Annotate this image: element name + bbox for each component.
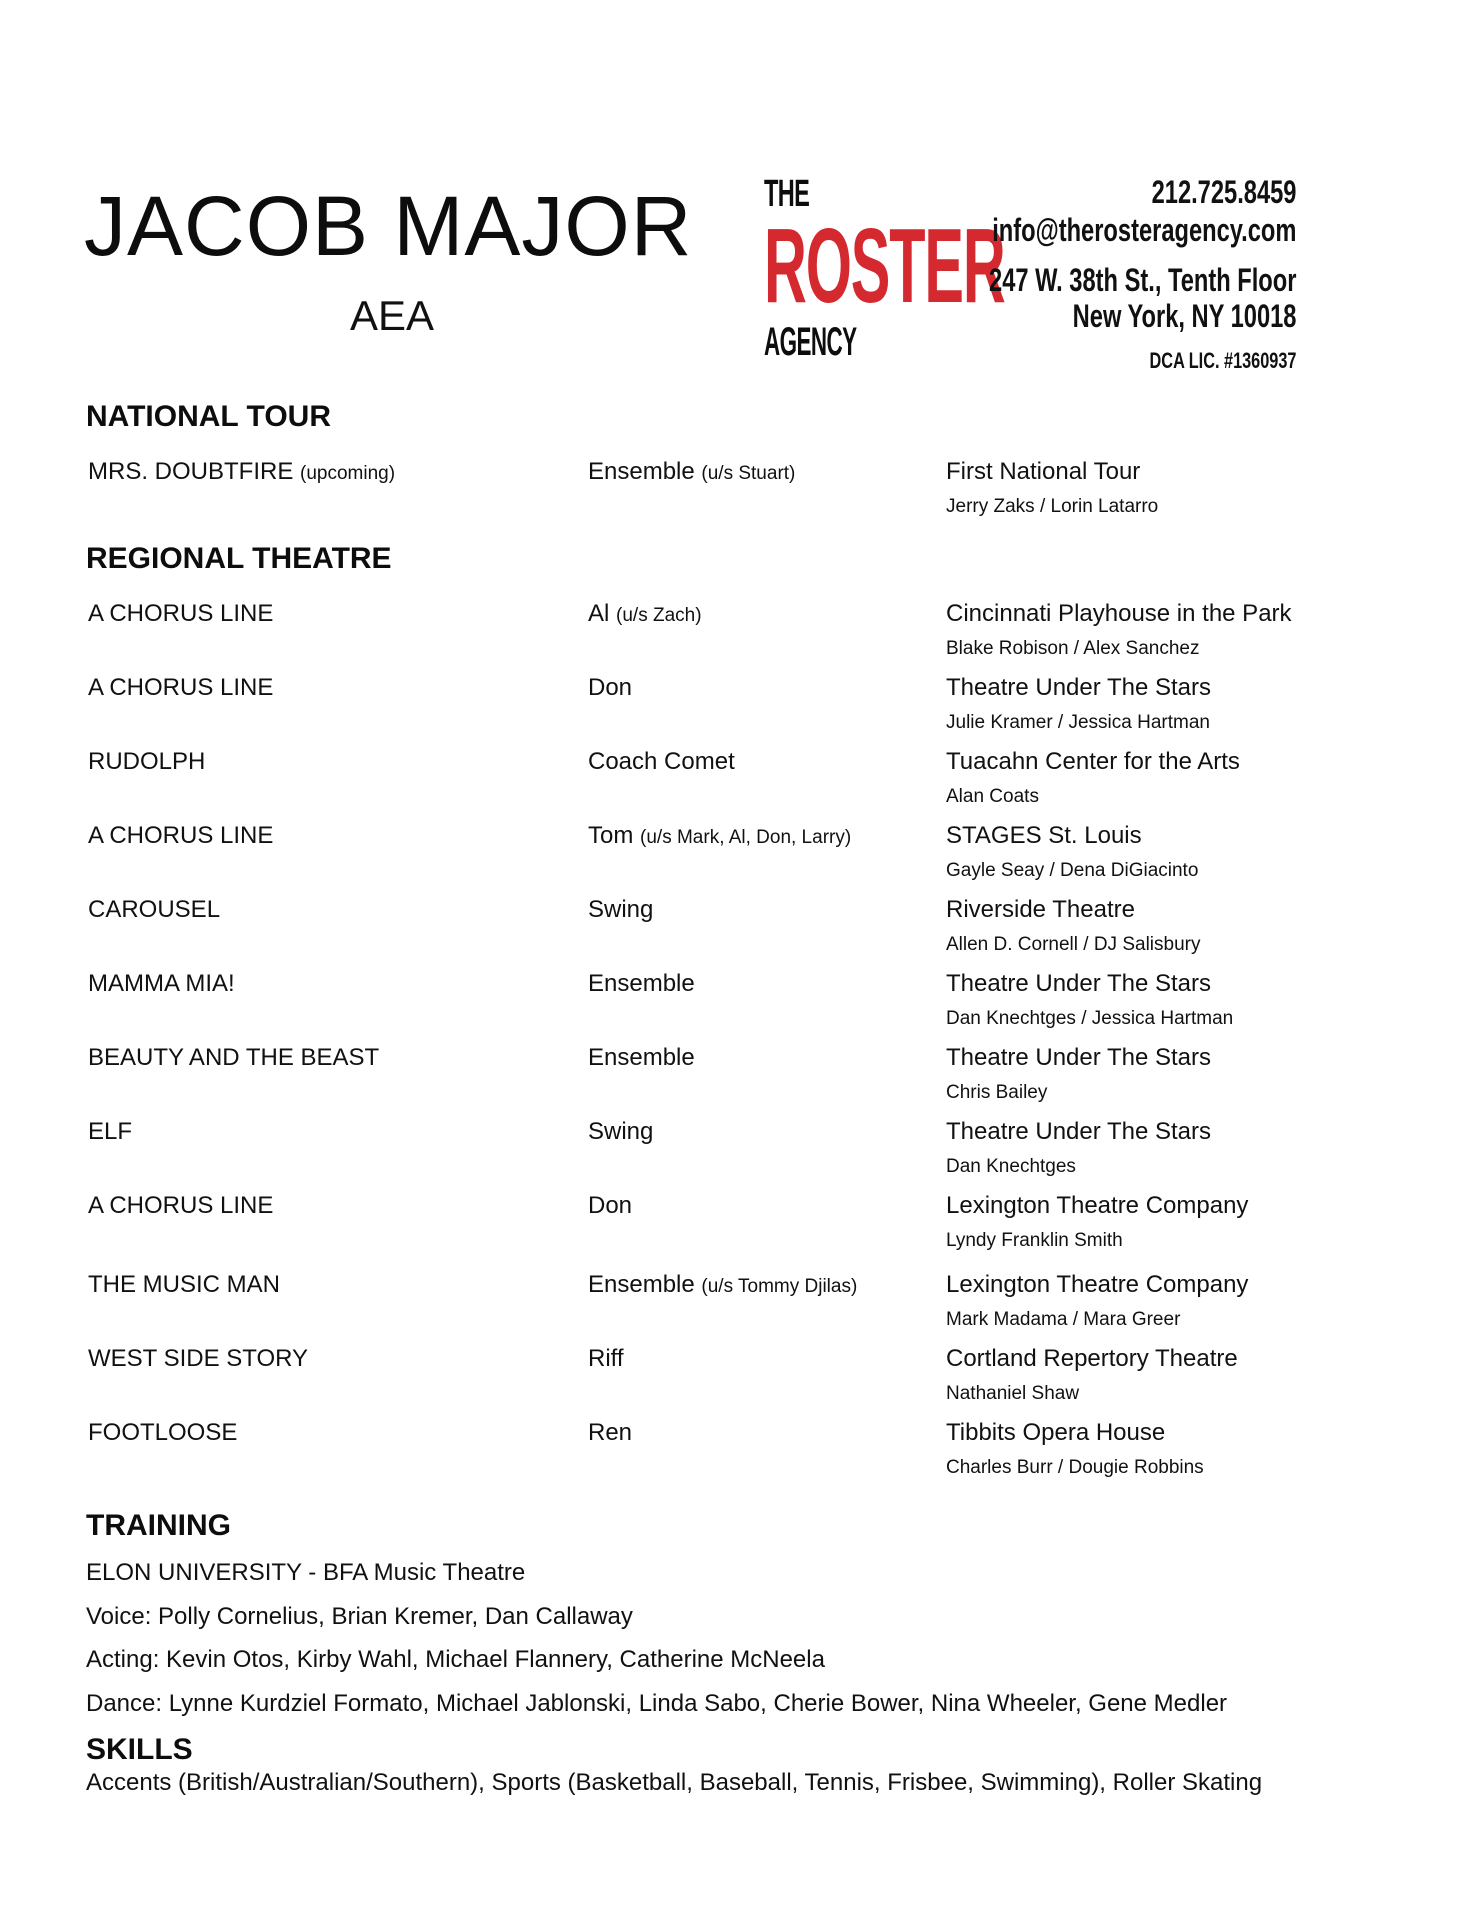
credit-role-note: (u/s Mark, Al, Don, Larry) [640,827,852,848]
credit-show-title: MRS. DOUBTFIRE [88,458,294,485]
credit-role: Don [588,674,633,701]
agency-logo-roster: ROSTER [764,207,1005,325]
credit-role: Coach Comet [588,748,735,775]
training-line: Dance: Lynne Kurdziel Formato, Michael Jablonski, Linda Sabo, Cherie Bower, Nina Wheeler, Gene Medler [86,1690,1228,1717]
credit-directors: Allen D. Cornell / DJ Salisbury [946,934,1201,955]
training-line: ELON UNIVERSITY - BFA Music Theatre [86,1559,526,1586]
credit-role [588,1271,857,1299]
credit-show: MAMMA MIA! [88,970,235,997]
training-line: Acting: Kevin Otos, Kirby Wahl, Michael Flannery, Catherine McNeela [86,1646,825,1673]
credit-directors: Charles Burr / Dougie Robbins [946,1457,1204,1478]
credit-show: FOOTLOOSE [88,1419,238,1446]
credit-role-name: Al [588,600,610,627]
credit-directors: Mark Madama / Mara Greer [946,1309,1181,1330]
union-affiliation: AEA [350,292,435,339]
credit-role: Riff [588,1345,624,1372]
skills-text: Accents (British/Australian/Southern), Sports (Basketball, Baseball, Tennis, Frisbee, Swimming), Roller Skating [86,1769,1263,1796]
credit-role [588,822,851,850]
credit-venue: Theatre Under The Stars [946,674,1212,701]
credit-venue: Cortland Repertory Theatre [946,1345,1238,1372]
credit-venue: Riverside Theatre [946,896,1135,923]
section-title-skills: SKILLS [86,1733,193,1766]
credit-venue: Theatre Under The Stars [946,1118,1212,1145]
performer-name: JACOB MAJOR [84,179,693,273]
credit-directors: Gayle Seay / Dena DiGiacinto [946,860,1199,881]
credit-directors: Alan Coats [946,786,1039,807]
credit-venue: Lexington Theatre Company [946,1271,1249,1298]
credit-show: A CHORUS LINE [88,822,274,849]
credit-venue: Tibbits Opera House [946,1419,1166,1446]
section-title-regional-theatre: REGIONAL THEATRE [86,542,392,575]
agency-contact [881,174,1296,376]
credit-role: Swing [588,896,654,923]
credit-venue: STAGES St. Louis [946,822,1142,849]
credit-role: Ensemble [588,970,695,997]
credit-show: A CHORUS LINE [88,600,274,627]
credit-show [88,458,395,486]
agency-phone: 212.725.8459 [1151,174,1296,210]
credit-venue: Theatre Under The Stars [946,1044,1212,1071]
credit-directors: Chris Bailey [946,1082,1048,1103]
agency-logo-the: THE [764,173,810,215]
credit-show: ELF [88,1118,133,1145]
credit-role-name: Ensemble [588,458,695,485]
agency-address-line2: New York, NY 10018 [1072,298,1296,334]
agency-email: info@therosteragency.com [991,212,1296,248]
credit-directors: Dan Knechtges / Jessica Hartman [946,1008,1234,1029]
credit-venue: First National Tour [946,458,1141,485]
credit-role: Swing [588,1118,654,1145]
credit-directors: Lyndy Franklin Smith [946,1230,1123,1251]
credit-role: Don [588,1192,633,1219]
credit-venue: Theatre Under The Stars [946,970,1212,997]
credit-directors: Nathaniel Shaw [946,1383,1080,1404]
credit-venue: Cincinnati Playhouse in the Park [946,600,1292,627]
credit-show: WEST SIDE STORY [88,1345,309,1372]
credit-role-note: (u/s Tommy Djilas) [701,1276,858,1297]
credit-show-note: (upcoming) [300,463,396,484]
credit-role-name: Tom [588,822,634,849]
credit-directors: Jerry Zaks / Lorin Latarro [946,496,1159,517]
credit-directors: Julie Kramer / Jessica Hartman [946,712,1210,733]
credit-show: THE MUSIC MAN [88,1271,280,1298]
credit-role-name: Ensemble [588,1271,695,1298]
agency-logo-agency: AGENCY [764,320,857,364]
credit-show: A CHORUS LINE [88,674,274,701]
credit-directors: Blake Robison / Alex Sanchez [946,638,1200,659]
credit-role: Ren [588,1419,633,1446]
credit-role-note: (u/s Stuart) [701,463,796,484]
credit-role [588,600,702,628]
credit-role-note: (u/s Zach) [616,605,702,626]
agency-address-line1: 247 W. 38th St., Tenth Floor [988,262,1296,298]
credit-role [588,458,795,486]
credit-show: RUDOLPH [88,748,206,775]
credit-venue: Tuacahn Center for the Arts [946,748,1240,775]
credit-show: CAROUSEL [88,896,221,923]
credit-role: Ensemble [588,1044,695,1071]
credit-show: BEAUTY AND THE BEAST [88,1044,380,1071]
credit-venue: Lexington Theatre Company [946,1192,1249,1219]
agency-license: DCA LIC. #1360937 [1149,348,1296,373]
section-title-national-tour: NATIONAL TOUR [86,400,331,433]
credit-directors: Dan Knechtges [946,1156,1076,1177]
training-line: Voice: Polly Cornelius, Brian Kremer, Dan Callaway [86,1603,633,1630]
section-title-training: TRAINING [86,1509,231,1542]
credit-show: A CHORUS LINE [88,1192,274,1219]
